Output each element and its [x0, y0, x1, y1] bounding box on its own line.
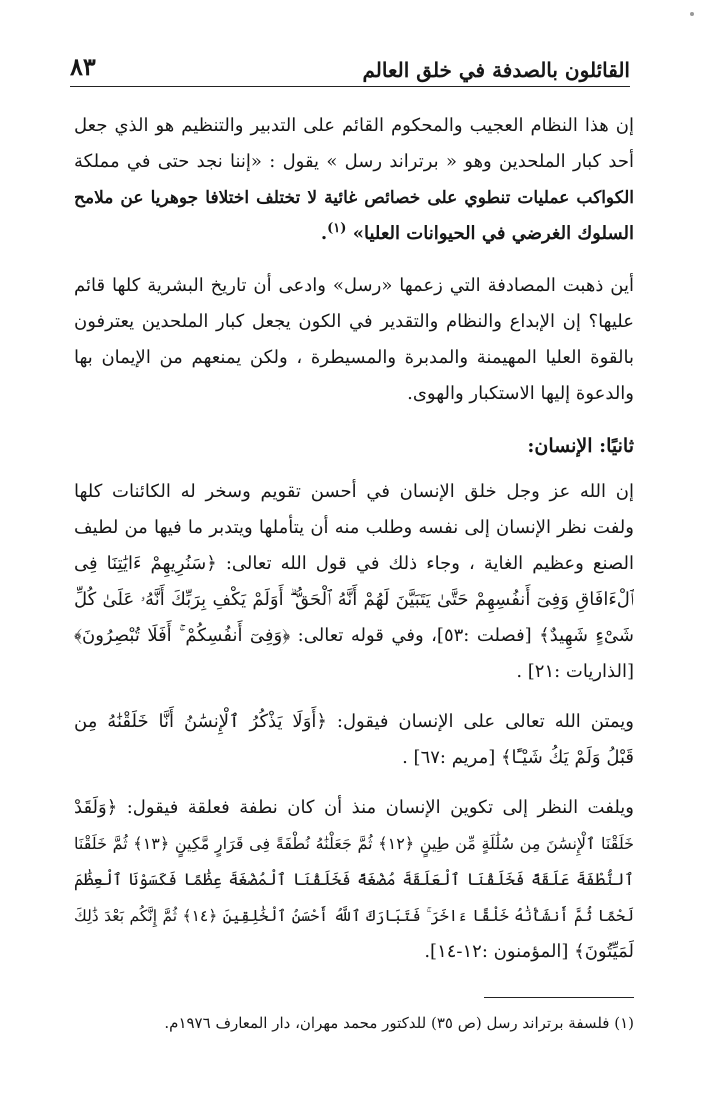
quran-verse-line: ٱلنُّطْفَةَ عَلَقَةً فَخَلَقْنَا ٱلْعَلَقَةَ مُضْغَةً فَخَلَقْنَا ٱلْمُضْغَةَ عِظَٰمًا فَكَسَوْنَا ٱلْعِظَٰمَ	[74, 870, 634, 889]
citation-line: [الذاريات :٢١] .	[516, 661, 634, 682]
footnote: (١) فلسفة برتراند رسل (ص ٣٥) للدكتور محمد مهران، دار المعارف ١٩٧٦م.	[164, 1014, 634, 1032]
paragraph-line: عليها؟ إن الإبداع والنظام والتقدير في الكون يجعل كبار الملحدين يعترفون	[74, 311, 634, 332]
paragraph-line: ولفت نظر الإنسان إلى نفسه وطلب منه أن يتأملها ويتدبر ما فيها من لطيف	[74, 517, 634, 538]
paragraph-5	[74, 790, 634, 970]
page-number: ٨٣	[70, 52, 96, 81]
running-title: القائلون بالصدفة في خلق العالم	[362, 58, 630, 82]
citation-line: لَمَيِّتُونَ﴾ [المؤمنون :١٢-١٤].	[424, 941, 634, 962]
quotation-line: الكواكب عمليات تنطوي على خصائص غائية لا تختلف اختلافا جوهريا عن ملامح	[74, 188, 634, 208]
paragraph-line: ويلفت النظر إلى تكوين الإنسان منذ أن كان نطفة فعلقة فيقول: ﴿وَلَقَدْ	[74, 797, 634, 818]
paragraph-4	[74, 704, 634, 776]
footnote-rule	[484, 997, 634, 998]
paragraph-2	[74, 268, 634, 412]
quotation-line-last	[74, 216, 634, 252]
running-header	[70, 50, 630, 84]
quran-verse-line: لَحْمًا ثُمَّ أَنشَأْنَٰهُ خَلْقًا ءَاخَرَ ۚ فَتَبَارَكَ ٱللَّهُ أَحْسَنُ ٱلْخَٰلِقِينَ ﴿١٤﴾ ثُمَّ إِنَّكُم بَعْدَ ذَٰلِكَ	[74, 907, 634, 925]
paragraph-line: أين ذهبت المصادفة التي زعمها «رسل» وادعى أن تاريخ البشرية كلها قائم	[74, 275, 634, 296]
paragraph-line: أحد كبار الملحدين وهو « برتراند رسل » يقول : «إننا نجد حتى في مملكة	[74, 151, 634, 172]
paragraph-line: شَىْءٍ شَهِيدٌ﴾ [فصلت :٥٣]، وفي قوله تعالى: ﴿وَفِىٓ أَنفُسِكُمْ ۚ أَفَلَا تُبْصِرُونَ﴾	[74, 625, 634, 646]
quran-verse-line: خَلَقْنَا ٱلْإِنسَٰنَ مِن سُلَٰلَةٍ مِّن طِينٍ ﴿١٢﴾ ثُمَّ جَعَلْنَٰهُ نُطْفَةً فِى قَرَارٍ مَّكِينٍ ﴿١٣﴾ ثُمَّ خَلَقْنَا	[74, 834, 634, 853]
paragraph-1	[74, 108, 634, 252]
section-heading: ثانيًا: الإنسان:	[527, 435, 634, 457]
header-rule	[70, 86, 630, 87]
paragraph-line: قَبْلُ وَلَمْ يَكُ شَيْـًٔا﴾ [مريم :٦٧] .	[402, 747, 634, 768]
paragraph-line: ويمتن الله تعالى على الإنسان فيقول: ﴿أَوَلَا يَذْكُرُ ٱلْإِنسَٰنُ أَنَّا خَلَقْنَٰهُ مِن	[74, 711, 634, 732]
paragraph-line: إن هذا النظام العجيب والمحكوم القائم على التدبير والتنظيم هو الذي جعل	[74, 115, 634, 136]
sentence-end: .	[320, 223, 328, 244]
paragraph-line: إن الله عز وجل خلق الإنسان في أحسن تقويم وسخر له الكائنات كلها	[74, 481, 634, 502]
paragraph-line: الصنع وعظيم الغاية ، وجاء ذلك في قول الله تعالى: ﴿سَنُرِيهِمْ ءَايَٰتِنَا فِى	[74, 553, 634, 574]
quotation-text: السلوك الغرضي في الحيوانات العليا»	[352, 223, 634, 244]
paragraph-3	[74, 474, 634, 690]
paragraph-line: بالقوة العليا المهيمنة والمدبرة والمسيطرة ، ولكن يمنعهم من الإيمان بها	[74, 347, 634, 368]
margin-mark	[690, 12, 694, 16]
paragraph-line: والدعوة إليها الاستكبار والهوى.	[407, 383, 634, 404]
quran-verse-line: ٱلْءَافَاقِ وَفِىٓ أَنفُسِهِمْ حَتَّىٰ يَتَبَيَّنَ لَهُمْ أَنَّهُ ٱلْحَقُّ ۗ أَوَلَمْ يَكْفِ بِرَبِّكَ أَنَّهُۥ عَلَىٰ كُلِّ	[74, 589, 634, 610]
footnote-ref: (١)	[327, 221, 347, 236]
